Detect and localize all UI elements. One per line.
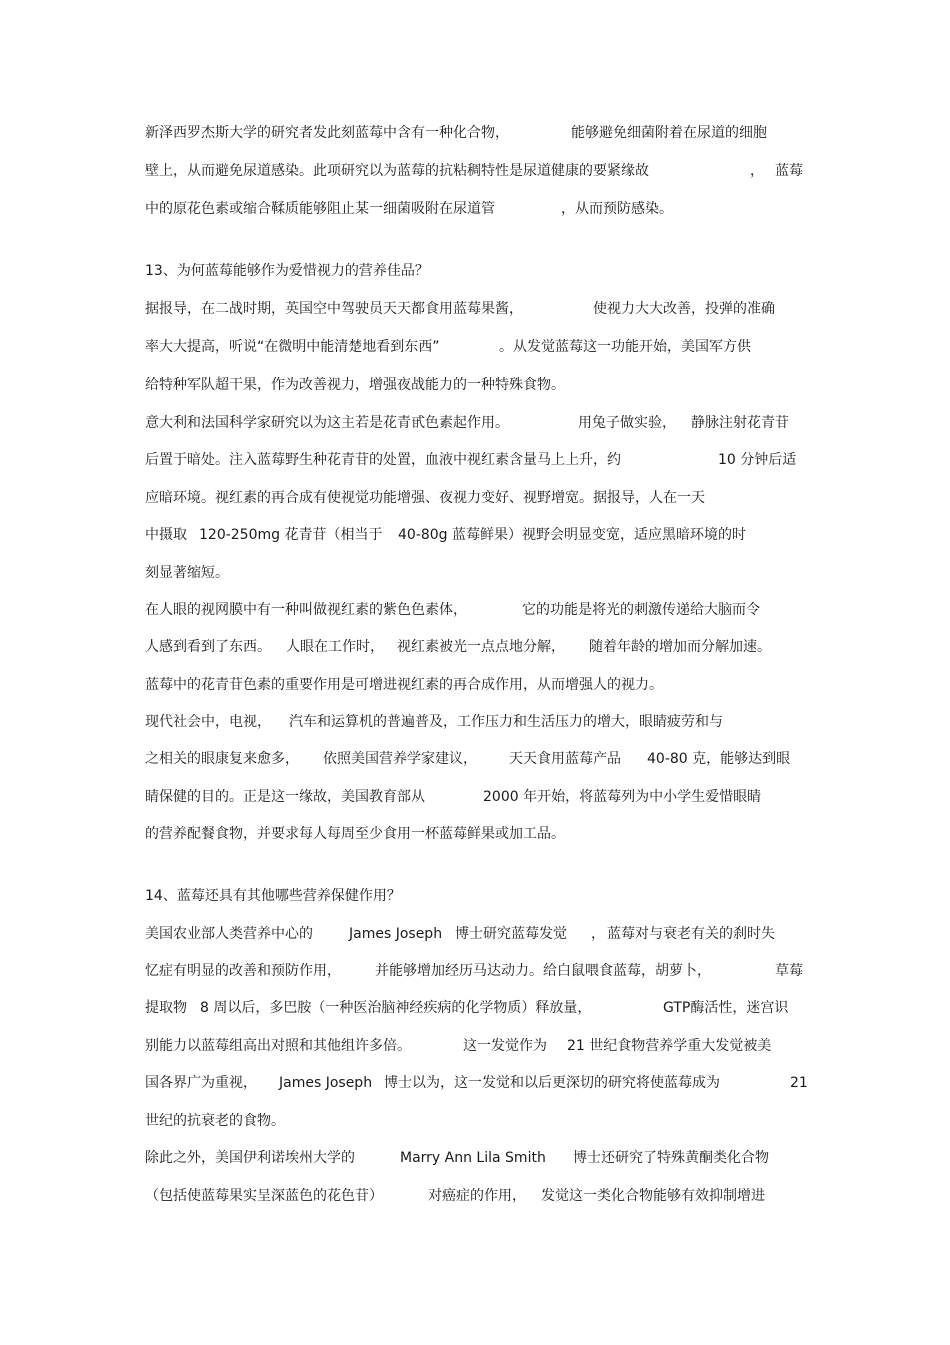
text-segment: 现代社会中，电视， [145, 714, 271, 730]
text-segment: James Joseph [349, 926, 443, 942]
text-segment: ，从而预防感染。 [561, 201, 673, 217]
text-segment: ， [591, 926, 605, 942]
text-segment: James Joseph [279, 1075, 373, 1091]
text-segment: 10 分钟后适 [718, 452, 797, 468]
text-line [0, 747, 950, 771]
text-segment: 世纪的抗衰老的食物。 [145, 1113, 285, 1129]
text-line [0, 297, 950, 321]
text-segment: 蓝莓中的花青苷色素的重要作用是可增进视红素的再合成作用，从而增强人的视力。 [145, 677, 663, 693]
text-segment: 据报导，在二战时期，英国空中驾驶员天天都食用蓝莓果酱， [145, 301, 523, 317]
text-segment: 21 [790, 1075, 808, 1091]
text-segment: 蓝莓对与衰老有关的刹时失 [607, 926, 775, 942]
section-heading-14 [0, 884, 950, 908]
text-segment: 静脉注射花青苷 [691, 415, 789, 431]
text-line [0, 486, 950, 510]
text-segment: 蓝莓 [775, 163, 803, 179]
text-segment: 中摄取 [145, 527, 187, 543]
text-segment: 。从发觉蓝莓这一功能开始，美国军方供 [499, 339, 751, 355]
text-line [0, 1184, 950, 1208]
text-segment: 汽车和运算机的普遍普及，工作压力和生活压力的增大，眼睛疲劳和与 [289, 714, 723, 730]
text-segment: 视红素被光一点点地分解， [397, 639, 565, 655]
text-segment: （包括使蓝莓果实呈深蓝色的花色苷） [145, 1188, 383, 1204]
text-segment: 在人眼的视网膜中有一种叫做视红素的紫色色素体， [145, 602, 467, 618]
text-segment: 2000 年开始，将蓝莓列为中小学生爱惜眼睛 [483, 789, 762, 805]
text-segment: 8 周以后，多巴胺（一种医治脑神经疾病的化学物质）释放量， [200, 1000, 592, 1016]
section-heading-13 [0, 259, 950, 283]
text-segment: 人眼在工作时， [286, 639, 384, 655]
text-line [0, 561, 950, 585]
text-line [0, 598, 950, 622]
text-segment: 除此之外，美国伊利诺埃州大学的 [145, 1150, 355, 1166]
text-segment: 睛保健的目的。正是这一缘故，美国教育部从 [145, 789, 425, 805]
text-segment: 用兔子做实验， [578, 415, 676, 431]
text-segment: 天天食用蓝莓产品 [509, 751, 621, 767]
text-segment: 博士研究蓝莓发觉 [455, 926, 567, 942]
text-segment: 的营养配餐食物，并要求每人每周至少食用一杯蓝莓鲜果或加工品。 [145, 826, 565, 842]
text-segment: 之相关的眼康复来愈多， [145, 751, 299, 767]
text-segment: 人感到看到了东西。 [145, 639, 271, 655]
text-line [0, 197, 950, 221]
text-segment: 意大利和法国科学家研究以为这主若是花青甙色素起作用。 [145, 415, 509, 431]
text-segment: 能够避免细菌附着在尿道的细胞 [571, 125, 767, 141]
text-line [0, 335, 950, 359]
text-segment: Marry Ann Lila Smith [400, 1150, 546, 1166]
text-segment: 国各界广为重视， [145, 1075, 257, 1091]
text-segment: 并能够增加经历马达动力。给白鼠喂食蓝莓，胡萝卜， [375, 963, 711, 979]
heading-text: 14、蓝莓还具有其他哪些营养保健作用？ [145, 888, 401, 904]
heading-text: 13、为何蓝莓能够作为爱惜视力的营养佳品？ [145, 263, 429, 279]
text-segment: 后置于暗处。注入蓝莓野生种花青苷的处置，血液中视红素含量马上上升，约 [145, 452, 621, 468]
text-line [0, 785, 950, 809]
text-line [0, 635, 950, 659]
text-segment: 这一发觉作为 [463, 1038, 547, 1054]
text-line [0, 673, 950, 697]
text-segment: 美国农业部人类营养中心的 [145, 926, 313, 942]
text-segment: 率大大提高，听说“在微明中能清楚地看到东西” [145, 339, 440, 355]
text-segment: 40-80 克，能够达到眼 [647, 751, 791, 767]
text-line [0, 373, 950, 397]
text-segment: 对癌症的作用， [428, 1188, 526, 1204]
text-line [0, 1146, 950, 1170]
text-segment: 随着年龄的增加而分解加速。 [589, 639, 771, 655]
text-segment: 它的功能是将光的刺激传递给大脑而令 [522, 602, 760, 618]
text-segment: 刻显著缩短。 [145, 565, 229, 581]
text-segment: GTP酶活性，迷宫识 [663, 1000, 789, 1016]
text-line [0, 411, 950, 435]
text-segment: 草莓 [775, 963, 803, 979]
text-segment: 应暗环境。视红素的再合成有使视觉功能增强、夜视力变好、视野增宽。据报导，人在一天 [145, 490, 705, 506]
text-line [0, 448, 950, 472]
text-line [0, 922, 950, 946]
text-line [0, 523, 950, 547]
text-segment: 发觉这一类化合物能够有效抑制增进 [541, 1188, 765, 1204]
text-line [0, 159, 950, 183]
text-segment: 给特种军队超干果，作为改善视力，增强夜战能力的一种特殊食物。 [145, 377, 565, 393]
text-segment: 博士还研究了特殊黄酮类化合物 [573, 1150, 769, 1166]
text-segment: 博士以为，这一发觉和以后更深切的研究将使蓝莓成为 [384, 1075, 720, 1091]
text-line [0, 710, 950, 734]
text-segment: 中的原花色素或缩合鞣质能够阻止某一细菌吸附在尿道管 [145, 201, 495, 217]
text-segment: 提取物 [145, 1000, 187, 1016]
text-line [0, 996, 950, 1020]
text-segment: 忆症有明显的改善和预防作用， [145, 963, 341, 979]
text-line [0, 1071, 950, 1095]
text-segment: 使视力大大改善，投弹的准确 [593, 301, 775, 317]
text-line [0, 121, 950, 145]
text-segment: 21 世纪食物营养学重大发觉被美 [567, 1038, 772, 1054]
text-segment: 依照美国营养学家建议， [323, 751, 477, 767]
text-line [0, 1109, 950, 1133]
text-segment: 120-250mg 花青苷（相当于 [199, 527, 383, 543]
text-segment: ， [750, 163, 764, 179]
text-segment: 壁上，从而避免尿道感染。此项研究以为蓝莓的抗粘稠特性是尿道健康的要紧缘故 [145, 163, 649, 179]
text-line [0, 959, 950, 983]
text-segment: 新泽西罗杰斯大学的研究者发此刻蓝莓中含有一种化合物， [145, 125, 509, 141]
text-segment: 别能力以蓝莓组高出对照和其他组许多倍。 [145, 1038, 411, 1054]
text-segment: 40-80g 蓝莓鲜果）视野会明显变宽，适应黑暗环境的时 [398, 527, 747, 543]
text-line [0, 1034, 950, 1058]
text-line [0, 822, 950, 846]
